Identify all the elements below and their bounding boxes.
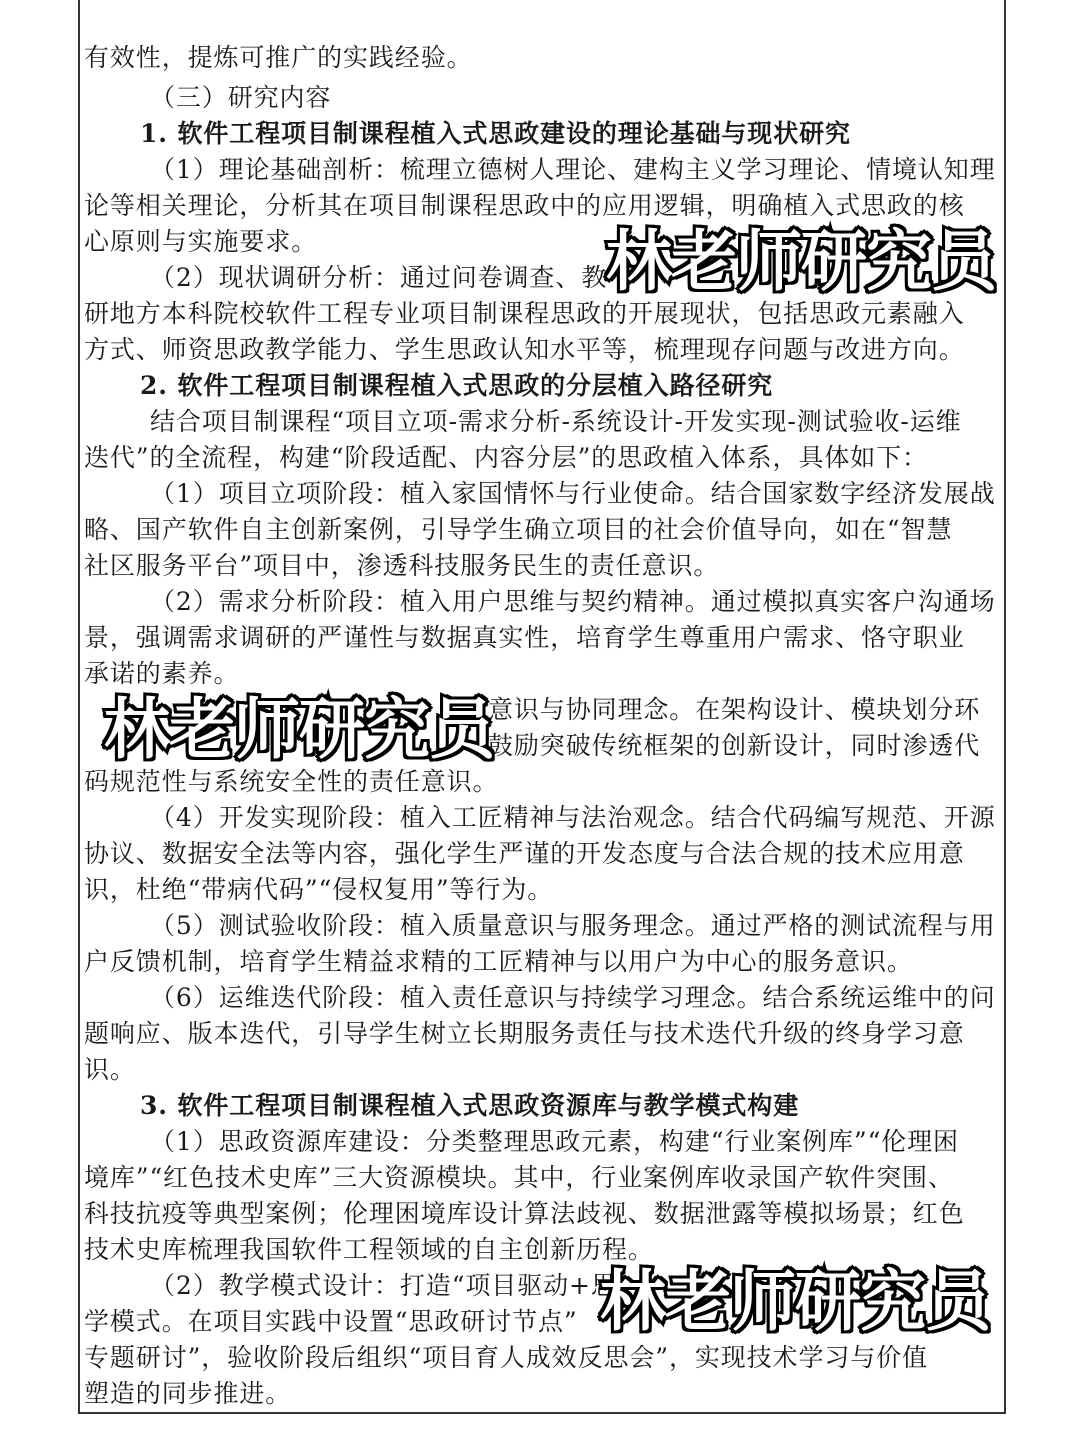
watermark: 林老师研究员	[600, 1263, 990, 1340]
text-line: 码规范性与系统安全性的责任意识。	[84, 767, 499, 796]
text-line: （4）开发实现阶段：植入工匠精神与法治观念。结合代码编写规范、开源	[150, 803, 996, 832]
text-line: 塑造的同步推进。	[84, 1379, 292, 1408]
text-line: 承诺的素养。	[84, 659, 240, 688]
text-line: 学模式。在项目实践中设置“思政研讨节点”	[84, 1307, 578, 1336]
text-line: 题响应、版本迭代，引导学生树立长期服务责任与技术迭代升级的终身学习意	[84, 1019, 965, 1048]
text-line: 科技抗疫等典型案例；伦理困境库设计算法歧视、数据泄露等模拟场景；红色	[84, 1199, 965, 1228]
text-line: 心原则与实施要求。	[84, 227, 318, 256]
text-line: （1）理论基础剖析：梳理立德树人理论、建构主义学习理论、情境认知理	[150, 155, 996, 184]
text-line: 识。	[84, 1055, 136, 1084]
text-line: （2）需求分析阶段：植入用户思维与契约精神。通过模拟真实客户沟通场	[150, 587, 996, 616]
text-line: （5）测试验收阶段：植入质量意识与服务理念。通过严格的测试流程与用	[150, 911, 996, 940]
text-line: 社区服务平台”项目中，渗透科技服务民生的责任意识。	[84, 551, 720, 580]
text-line: （1）项目立项阶段：植入家国情怀与行业使命。结合国家数字经济发展战	[150, 479, 996, 508]
text-line: 景，强调需求调研的严谨性与数据真实性，培育学生尊重用户需求、恪守职业	[84, 623, 965, 652]
text-line: 略、国产软件自主创新案例，引导学生确立项目的社会价值导向，如在“智慧	[84, 515, 953, 544]
section-heading: （三）研究内容	[150, 83, 332, 112]
text-line: （1）思政资源库建设：分类整理思政元素，构建“行业案例库”“伦理困	[150, 1127, 959, 1156]
text-line: 结合项目制课程“项目立项-需求分析-系统设计-开发实现-测试验收-运维	[150, 407, 962, 436]
text-line: （2）现状调研分析：通过问卷调查、教	[150, 263, 608, 292]
text-line: 户反馈机制，培育学生精益求精的工匠精神与以用户为中心的服务意识。	[84, 947, 913, 976]
watermark: 林老师研究员	[606, 223, 996, 300]
text-line: 研地方本科院校软件工程专业项目制课程思政的开展现状，包括思政元素融入	[84, 299, 965, 328]
text-line: （6）运维迭代阶段：植入责任意识与持续学习理念。结合系统运维中的问	[150, 983, 996, 1012]
text-line: 鼓励突破传统框架的创新设计，同时渗透代	[488, 731, 981, 760]
text-line: 协议、数据安全法等内容，强化学生严谨的开发态度与合法合规的技术应用意	[84, 839, 965, 868]
text-line: 迭代”的全流程，构建“阶段适配、内容分层”的思政植入体系，具体如下：	[84, 443, 928, 472]
text-line: （2）教学模式设计：打造“项目驱动+思	[150, 1271, 617, 1300]
text-line: 方式、师资思政教学能力、学生思政认知水平等，梳理现存问题与改进方向。	[84, 335, 965, 364]
text-line: 识，杜绝“带病代码”“侵权复用”等行为。	[84, 875, 554, 904]
subsection-heading: 3. 软件工程项目制课程植入式思政资源库与教学模式构建	[140, 1091, 800, 1120]
watermark: 林老师研究员	[104, 691, 494, 768]
text-line: 有效性，提炼可推广的实践经验。	[84, 43, 473, 72]
text-line: 论等相关理论，分析其在项目制课程思政中的应用逻辑，明确植入式思政的核	[84, 191, 965, 220]
subsection-heading: 1. 软件工程项目制课程植入式思政建设的理论基础与现状研究	[140, 119, 851, 148]
subsection-heading: 2. 软件工程项目制课程植入式思政的分层植入路径研究	[140, 371, 774, 400]
text-line: 专题研讨”，验收阶段后组织“项目育人成效反思会”，实现技术学习与价值	[84, 1343, 928, 1372]
text-line: 境库”“红色技术史库”三大资源模块。其中，行业案例库收录国产软件突围、	[84, 1163, 954, 1192]
text-line: 技术史库梳理我国软件工程领域的自主创新历程。	[84, 1235, 654, 1264]
text-line: 意识与协同理念。在架构设计、模块划分环	[488, 695, 981, 724]
